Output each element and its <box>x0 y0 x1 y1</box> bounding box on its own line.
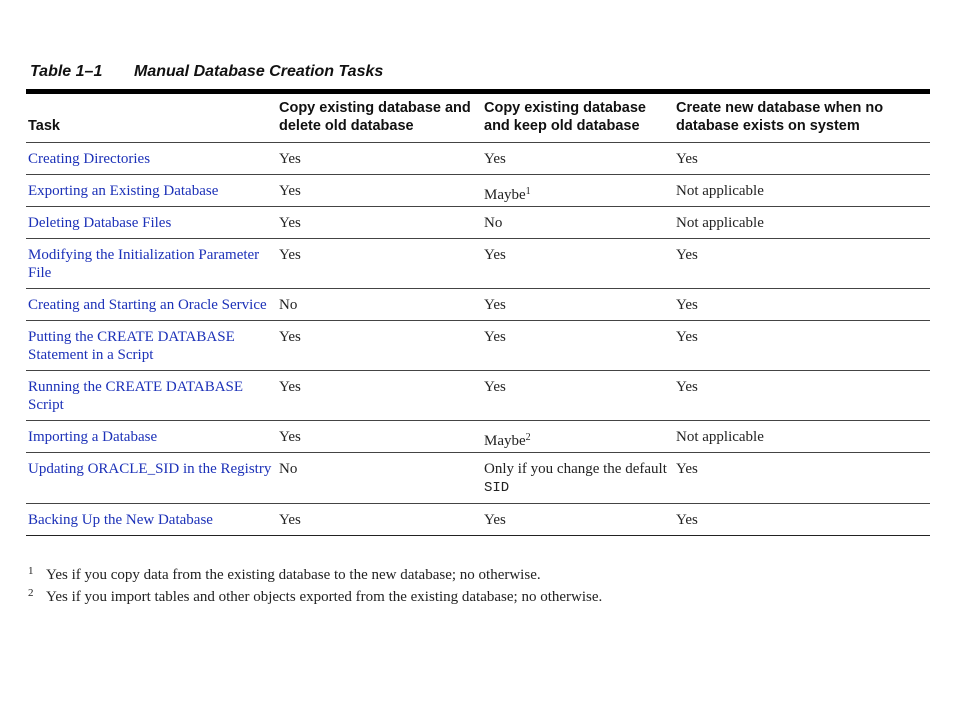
footnote-ref: 1 <box>525 186 531 197</box>
task-link[interactable]: Importing a Database <box>26 421 277 453</box>
footnote: 2 Yes if you import tables and other objects exported from the existing database; no otherwise. <box>28 587 603 605</box>
header-create-new: Create new database when no database exists on system <box>674 94 930 143</box>
cell-copy-delete: Yes <box>277 207 482 239</box>
cell-text: Maybe <box>484 187 526 203</box>
cell-copy-delete: Yes <box>277 143 482 175</box>
task-link[interactable]: Creating and Starting an Oracle Service <box>26 289 277 321</box>
task-link[interactable]: Putting the CREATE DATABASE Statement in a Script <box>26 321 277 371</box>
task-link[interactable]: Running the CREATE DATABASE Script <box>26 371 277 421</box>
table-row <box>26 321 930 371</box>
cell-copy-keep <box>482 421 674 453</box>
table-row <box>26 207 930 239</box>
table-row <box>26 289 930 321</box>
cell-create-new: Yes <box>674 143 930 175</box>
cell-create-new: Not applicable <box>674 421 930 453</box>
header-row <box>26 94 930 143</box>
cell-copy-keep: Yes <box>482 504 674 536</box>
cell-create-new: Yes <box>674 289 930 321</box>
cell-copy-keep: Yes <box>482 321 674 371</box>
cell-text: Only if you change the default <box>484 461 667 477</box>
cell-copy-keep <box>482 175 674 207</box>
cell-copy-delete: Yes <box>277 321 482 371</box>
cell-create-new: Not applicable <box>674 175 930 207</box>
task-link[interactable]: Exporting an Existing Database <box>26 175 277 207</box>
cell-text: Maybe <box>484 433 526 449</box>
cell-create-new: Yes <box>674 371 930 421</box>
cell-copy-delete: Yes <box>277 239 482 289</box>
table-number: Table 1–1 <box>30 63 103 80</box>
task-link[interactable]: Modifying the Initialization Parameter File <box>26 239 277 289</box>
cell-create-new: Yes <box>674 504 930 536</box>
cell-create-new: Not applicable <box>674 207 930 239</box>
sid-code: SID <box>484 480 510 496</box>
cell-copy-keep: Yes <box>482 239 674 289</box>
table-row <box>26 421 930 453</box>
cell-create-new: Yes <box>674 453 930 504</box>
table-row <box>26 175 930 207</box>
task-link[interactable]: Backing Up the New Database <box>26 504 277 536</box>
table-caption <box>30 63 383 81</box>
task-link[interactable]: Creating Directories <box>26 143 277 175</box>
cell-copy-delete: No <box>277 453 482 504</box>
footnote: 1 Yes if you copy data from the existing database to the new database; no otherwise. <box>28 565 541 583</box>
footnote-text: Yes if you copy data from the existing database to the new database; no otherwise. <box>46 567 541 583</box>
header-task: Task <box>26 94 277 143</box>
cell-copy-keep: Yes <box>482 143 674 175</box>
cell-copy-keep <box>482 453 674 504</box>
cell-copy-keep: No <box>482 207 674 239</box>
cell-copy-keep: Yes <box>482 371 674 421</box>
table-row <box>26 239 930 289</box>
table-row <box>26 453 930 504</box>
cell-copy-delete: No <box>277 289 482 321</box>
cell-copy-delete: Yes <box>277 421 482 453</box>
footnotes <box>28 564 928 608</box>
table-row <box>26 371 930 421</box>
table-row <box>26 143 930 175</box>
tasks-table <box>26 94 930 536</box>
task-link[interactable]: Deleting Database Files <box>26 207 277 239</box>
table-row <box>26 504 930 536</box>
cell-copy-delete: Yes <box>277 175 482 207</box>
header-copy-delete: Copy existing database and delete old database <box>277 94 482 143</box>
footnote-text: Yes if you import tables and other objects exported from the existing database; no otherwise. <box>46 589 603 605</box>
table-title: Manual Database Creation Tasks <box>134 63 384 80</box>
cell-copy-delete: Yes <box>277 371 482 421</box>
cell-copy-keep: Yes <box>482 289 674 321</box>
header-copy-keep: Copy existing database and keep old database <box>482 94 674 143</box>
cell-copy-delete: Yes <box>277 504 482 536</box>
cell-create-new: Yes <box>674 239 930 289</box>
footnote-ref: 2 <box>525 432 531 443</box>
cell-create-new: Yes <box>674 321 930 371</box>
task-link[interactable]: Updating ORACLE_SID in the Registry <box>26 453 277 504</box>
